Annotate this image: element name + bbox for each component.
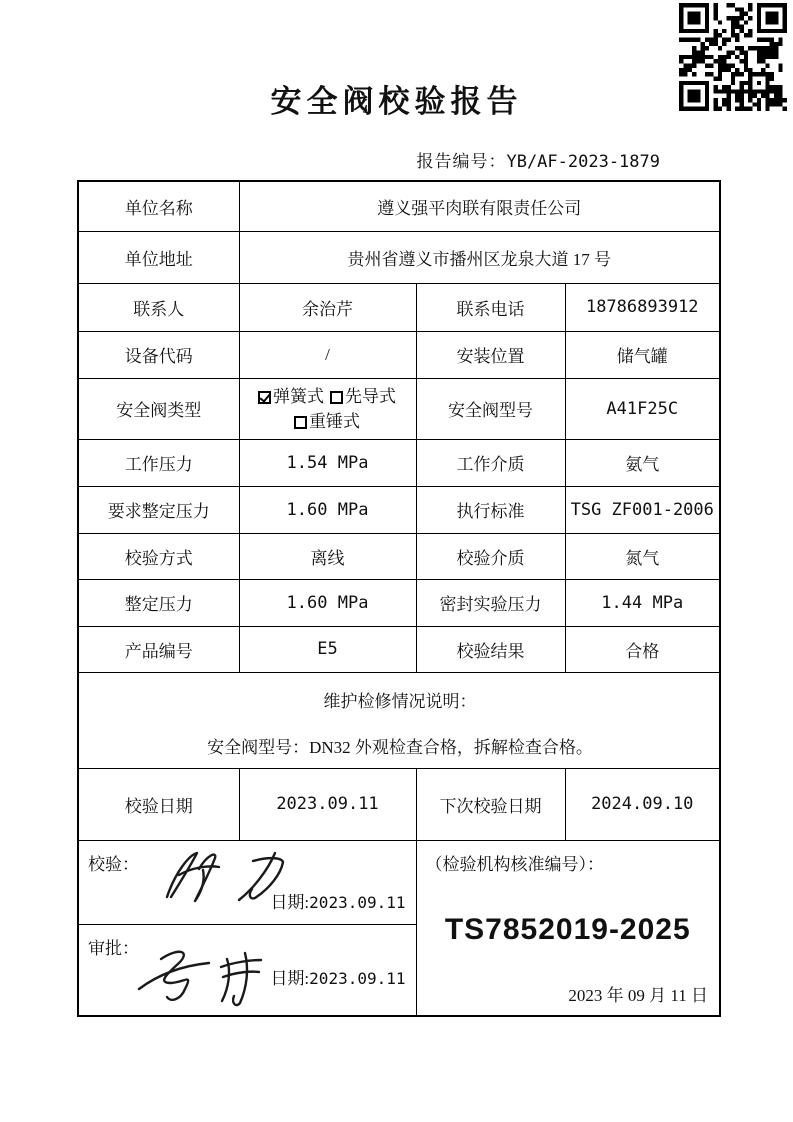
valve-type-option	[258, 387, 324, 406]
report-number-value: YB/AF-2023-1879	[506, 152, 660, 172]
approver-signature-cell	[78, 924, 416, 1016]
standard-value: TSG ZF001-2006	[565, 486, 720, 533]
result-value: 合格	[565, 626, 720, 672]
seal-test-pressure-label: 密封实验压力	[416, 579, 565, 626]
checkbox-unchecked-icon	[330, 391, 343, 404]
table-row	[78, 626, 720, 672]
contact-value: 余治芹	[239, 283, 416, 331]
seal-test-pressure-value: 1.44 MPa	[565, 579, 720, 626]
table-row	[78, 579, 720, 626]
device-code-label: 设备代码	[78, 331, 239, 378]
calibration-date-value: 2023.09.11	[239, 768, 416, 840]
maintenance-note-cell	[78, 672, 720, 768]
contact-phone-label: 联系电话	[416, 283, 565, 331]
org-approval-label: （检验机构核准编号）：	[425, 854, 604, 874]
valve-type-option-label: 先导式	[345, 386, 396, 406]
table-row	[78, 283, 720, 331]
install-location-label: 安装位置	[416, 331, 565, 378]
maintenance-note-text: 安全阀型号：DN32 外观检查合格，拆解检查合格。	[207, 737, 593, 757]
device-code-value: /	[239, 331, 416, 378]
qr-code	[678, 3, 788, 111]
calibration-method-value: 离线	[239, 533, 416, 579]
org-approval-date: 2023 年 09 月 11 日	[568, 986, 708, 1005]
result-label: 校验结果	[416, 626, 565, 672]
set-pressure-value: 1.60 MPa	[239, 579, 416, 626]
table-row	[78, 486, 720, 533]
verifier-label: 校验：	[88, 854, 139, 874]
valve-type-option-label: 弹簧式	[273, 386, 324, 406]
calibration-date-label: 校验日期	[78, 768, 239, 840]
qr-code-image	[678, 3, 788, 111]
table-row	[78, 840, 720, 924]
checkbox-checked-icon	[258, 391, 271, 404]
set-pressure-label: 整定压力	[78, 579, 239, 626]
page-title: 安全阀校验报告	[270, 84, 523, 119]
unit-name-label: 单位名称	[78, 181, 239, 231]
valve-model-label: 安全阀型号	[416, 378, 565, 439]
maintenance-note-title: 维护检修情况说明：	[323, 691, 477, 711]
install-location-value: 储气罐	[565, 331, 720, 378]
valve-type-option	[294, 412, 360, 431]
valve-type-options	[239, 378, 416, 439]
working-pressure-label: 工作压力	[78, 439, 239, 486]
approver-label: 审批：	[88, 938, 139, 958]
calibration-method-label: 校验方式	[78, 533, 239, 579]
product-no-value: E5	[239, 626, 416, 672]
table-row	[78, 181, 720, 231]
unit-address-label: 单位地址	[78, 231, 239, 283]
report-table	[77, 180, 721, 1017]
approver-date: 日期:2023.09.11	[270, 969, 406, 988]
report-number	[416, 147, 660, 172]
verifier-date: 日期:2023.09.11	[270, 892, 406, 912]
valve-type-option	[330, 387, 396, 406]
working-medium-value: 氨气	[565, 439, 720, 486]
unit-address-value: 贵州省遵义市播州区龙泉大道 17 号	[239, 231, 720, 283]
org-approval-number: TS7852019-2025	[444, 912, 691, 946]
table-row	[78, 533, 720, 579]
valve-type-option-label: 重锤式	[309, 411, 360, 431]
checkbox-unchecked-icon	[294, 416, 307, 429]
working-medium-label: 工作介质	[416, 439, 565, 486]
contact-phone-value: 18786893912	[565, 283, 720, 331]
table-row	[78, 378, 720, 439]
table-row	[78, 331, 720, 378]
required-set-pressure-label: 要求整定压力	[78, 486, 239, 533]
calibration-medium-value: 氮气	[565, 533, 720, 579]
table-row	[78, 231, 720, 283]
table-row	[78, 439, 720, 486]
required-set-pressure-value: 1.60 MPa	[239, 486, 416, 533]
standard-label: 执行标准	[416, 486, 565, 533]
org-approval-cell	[416, 840, 720, 1016]
unit-name-value: 遵义强平肉联有限责任公司	[239, 181, 720, 231]
calibration-medium-label: 校验介质	[416, 533, 565, 579]
table-row	[78, 768, 720, 840]
product-no-label: 产品编号	[78, 626, 239, 672]
table-row	[78, 672, 720, 768]
valve-model-value: A41F25C	[565, 378, 720, 439]
next-calibration-date-label: 下次校验日期	[416, 768, 565, 840]
next-calibration-date-value: 2024.09.10	[565, 768, 720, 840]
contact-label: 联系人	[78, 283, 239, 331]
verifier-signature-cell	[78, 840, 416, 924]
working-pressure-value: 1.54 MPa	[239, 439, 416, 486]
valve-type-label: 安全阀类型	[78, 378, 239, 439]
report-number-label: 报告编号：	[416, 152, 507, 171]
